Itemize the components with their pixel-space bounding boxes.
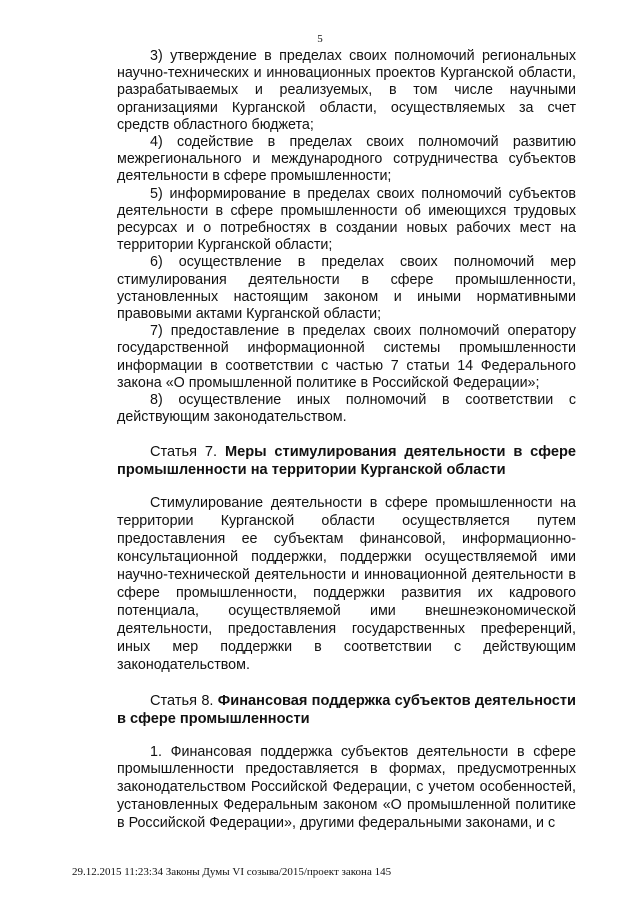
article-8-label: Статья 8. (150, 692, 214, 709)
list-item-6: 6) осуществление в пределах своих полномочий мер стимулирования деятельности в сфере промышленности, установленных настоящим законом и иными нормативными правовыми актами Курганской области; (117, 254, 576, 323)
article-8-title: Финансовая поддержка субъектов деятельности в сфере промышленности (117, 692, 577, 727)
article-7-body: Стимулирование деятельности в сфере промышленности на территории Курганской области осуществляется путем предоставления ее субъектам финансовой, информационно-консультационной поддержки, поддержки осуществляемой ими научно-технической деятельности и инновационной деятельности в сфере промышленности, поддержки развития их кадрового потенциала, осуществляемой ими внешнеэкономической деятельности, предоставления государственных преференций, иных мер поддержки в соответствии с действующим законодательством. (117, 495, 576, 673)
document-body (117, 48, 576, 833)
article-7-label: Статья 7. (150, 444, 218, 461)
article-8-body: 1. Финансовая поддержка субъектов деятельности в сфере промышленности предоставляется в формах, предусмотренных законодательством Российской Федерации, с учетом особенностей, установленных Федеральным законом «О промышленной политике в Российской Федерации», другими федеральными законами, и с (117, 743, 576, 832)
article-7-title: Меры стимулирования деятельности в сфере промышленности на территории Курганской области (117, 444, 576, 479)
page-number: 5 (317, 33, 323, 45)
list-item-4: 4) содействие в пределах своих полномочий развитию межрегионального и международного сотрудничества субъектов деятельности в сфере промышленности; (117, 134, 576, 185)
list-item-3: 3) утверждение в пределах своих полномочий региональных научно-технических и инновационных проектов Курганской области, разрабатываемых и реализуемых, в том числе научными организациями Курганской области, осуществляемых за счет средств областного бюджета; (117, 48, 576, 133)
list-item-5: 5) информирование в пределах своих полномочий субъектов деятельности в сфере промышленности об имеющихся трудовых ресурсах и о потребностях в создании новых рабочих мест на территории Курганской области; (117, 185, 576, 254)
article-7-heading (117, 443, 576, 479)
list-item-8: 8) осуществление иных полномочий в соответствии с действующим законодательством. (117, 392, 576, 426)
article-8-heading (117, 692, 576, 728)
document-footer: 29.12.2015 11:23:34 Законы Думы VI созыва/2015/проект закона 145 (72, 866, 392, 878)
list-item-7: 7) предоставление в пределах своих полномочий оператору государственной информационной системы промышленности информации в соответствии с частью 7 статьи 14 Федерального закона «О промышленной политике в Российской Федерации»; (117, 323, 576, 391)
